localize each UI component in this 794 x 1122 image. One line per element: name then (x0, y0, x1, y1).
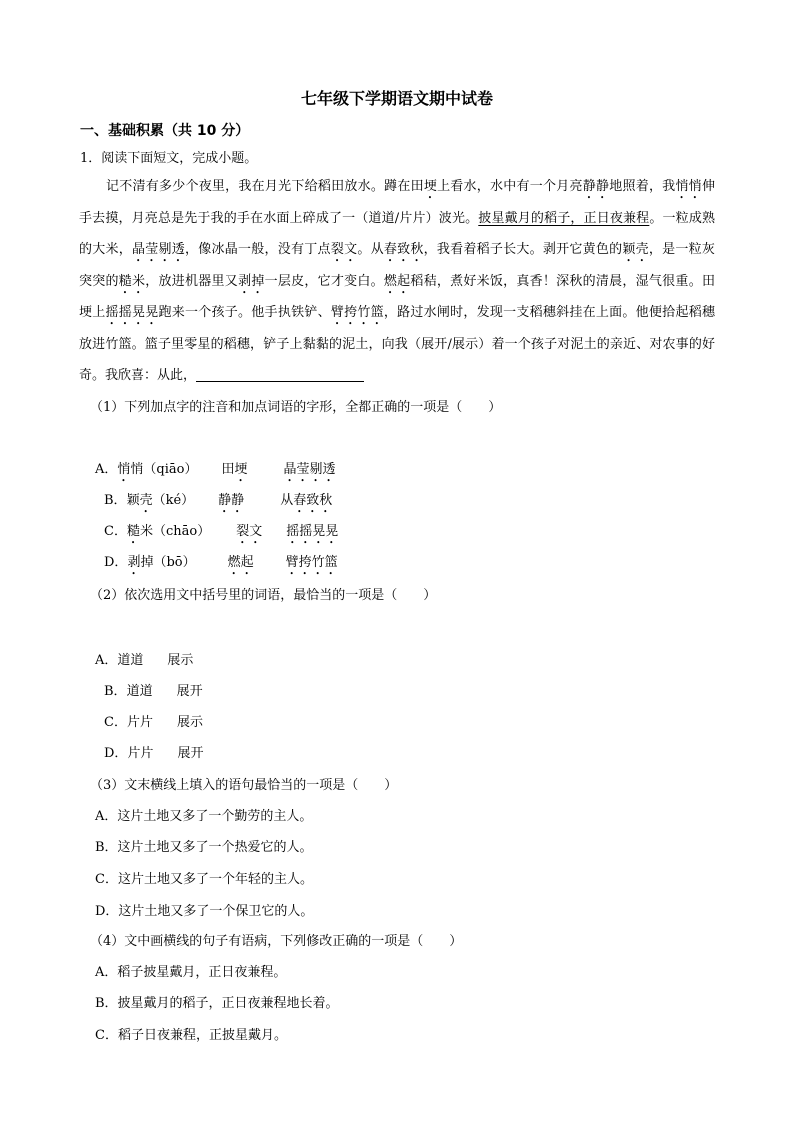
option-text: 米（chāo） (139, 524, 211, 539)
dotted-word: 静静 (218, 493, 245, 508)
exam-title: 七年级下学期语文期中试卷 (300, 89, 493, 108)
q1-option-d[interactable] (104, 551, 338, 578)
option-text: 片片 (127, 746, 154, 761)
dotted-word: 摇摇晃晃 (105, 305, 159, 320)
passage-text: ，路过水闸时，发现一支稻穗斜挂在上面。他便拾起稻穗放进竹篮。篮子里零星的稻穗，铲子上黏黏的泥土，向我（展开/展示）着一个孩子对泥土的亲近、对农事的好奇。我欣喜：从此， (79, 305, 715, 383)
dotted-word: 埂 (234, 462, 248, 477)
dotted-word: 悄 (117, 462, 131, 477)
passage-text: ，是一粒灰突突的 (79, 242, 715, 289)
q2-option-d[interactable] (104, 742, 203, 761)
passage-paragraph (79, 171, 715, 392)
option-text: 片片 (126, 715, 153, 730)
question-1-intro: 1．阅读下面短文，完成小题。 (80, 151, 258, 166)
q2-option-c[interactable] (104, 711, 203, 730)
dotted-word: 裂文 (330, 242, 358, 257)
option-label: B． (104, 493, 127, 508)
option-label: A． (95, 653, 118, 668)
q1-option-a[interactable] (95, 458, 336, 485)
option-text: （ké） (152, 493, 195, 508)
option-label: C． (104, 524, 127, 539)
option-label: D． (104, 746, 128, 761)
option-label: C． (104, 715, 127, 730)
dotted-word: 静静 (582, 179, 610, 194)
q4-option-c[interactable]: C．稻子日夜兼程，正披星戴月。 (95, 1028, 287, 1043)
q2-option-b[interactable] (104, 680, 203, 699)
option-text: 田 (221, 462, 235, 477)
dotted-word: 糙米 (118, 273, 146, 289)
dotted-word: 埂 (423, 179, 438, 194)
passage-text: 跑来一个孩子。他手执铁铲、 (158, 305, 331, 320)
dotted-word: 晶莹剔透 (132, 242, 186, 257)
option-text: 道道 (126, 684, 153, 699)
passage-text: 一层皮，它才变白。 (264, 273, 384, 289)
dotted-word: 燃起 (383, 273, 411, 289)
passage-text: ，像冰晶一般，没有丁点 (185, 242, 331, 257)
q1-option-b[interactable] (104, 489, 332, 516)
option-text: 展开 (177, 746, 204, 761)
dotted-word: 摇摇晃晃 (286, 524, 339, 539)
option-label: D． (104, 555, 128, 570)
passage-text: ，我看着稻子长大。剥开它黄色的 (423, 242, 623, 257)
dotted-word: 剥掉 (238, 273, 265, 289)
dotted-word: 壳 (139, 493, 153, 508)
question-1-stem: （1）下列加点字的注音和加点词语的字形，全都正确的一项是（ ） (90, 400, 502, 415)
dotted-word: 燃起 (227, 555, 254, 570)
passage-text: 记不清有多少个夜里，我在月光下给稻田放水。蹲在田 (106, 179, 424, 194)
option-text: 悄（qiāo） (130, 462, 198, 477)
underlined-sentence: 披星戴月的稻子，正日夜兼程 (478, 210, 650, 226)
passage-text: 地照着，我 (609, 179, 676, 194)
q1-option-c[interactable] (104, 520, 338, 547)
dotted-word: 糙 (126, 524, 140, 539)
q3-option-b[interactable]: B．这片土地又多了一个热爱它的人。 (95, 840, 313, 855)
dotted-word: 悄悄 (675, 179, 702, 194)
passage-text: 。从 (357, 242, 384, 257)
dotted-word: 春致秋 (293, 493, 333, 508)
q4-option-b[interactable]: B．披星戴月的稻子，正日夜兼程地长着。 (95, 996, 339, 1011)
option-text: 展开 (176, 684, 203, 699)
dotted-word: 臂挎竹篮 (285, 555, 338, 570)
dotted-word: 裂文 (236, 524, 263, 539)
q3-option-d[interactable]: D．这片土地又多了一个保卫它的人。 (95, 904, 314, 919)
option-text: 颖 (126, 493, 140, 508)
reading-passage (79, 171, 715, 392)
dotted-word: 颖壳 (622, 242, 649, 257)
passage-text: 上看水，水中有一个月亮 (437, 179, 583, 194)
question-4-stem: （4）文中画横线的句子有语病，下列修改正确的一项是（ ） (90, 934, 463, 949)
passage-text: 伸手去摸，月亮总是先于我的手在水面上碎成了一（道道/片片）波光。 (79, 179, 715, 226)
option-text: 展示 (176, 715, 203, 730)
q2-option-a[interactable] (95, 649, 193, 668)
option-text: 道道 (117, 653, 144, 668)
q4-option-a[interactable]: A．稻子披星戴月，正日夜兼程。 (95, 965, 287, 980)
question-3-stem: （3）文末横线上填入的语句最恰当的一项是（ ） (90, 778, 398, 793)
passage-text: ，放进机器里又 (145, 273, 239, 289)
option-label: A． (95, 462, 118, 477)
passage-text: 。一粒成熟的大米， (79, 210, 715, 257)
dotted-word: 臂挎竹篮 (330, 305, 384, 320)
dotted-word: 晶莹剔透 (283, 462, 336, 477)
q3-option-a[interactable]: A．这片土地又多了一个勤劳的主人。 (95, 809, 313, 824)
dotted-word: 剥 (127, 555, 141, 570)
option-text: 展示 (167, 653, 194, 668)
option-text: 从 (280, 493, 294, 508)
option-text: 掉（bō） (140, 555, 196, 570)
dotted-word: 春致秋 (383, 242, 424, 257)
option-label: B． (104, 684, 127, 699)
q3-option-c[interactable]: C．这片土地又多了一个年轻的主人。 (95, 872, 313, 887)
section-heading: 一、基础积累（共 10 分） (80, 123, 250, 139)
answer-blank[interactable] (196, 367, 364, 382)
passage-text: 稻秸，煮好米饭，真香！深秋的清晨，湿气很重。田埂上 (79, 273, 715, 320)
question-2-stem: （2）依次选用文中括号里的词语，最恰当的一项是（ ） (90, 588, 437, 603)
